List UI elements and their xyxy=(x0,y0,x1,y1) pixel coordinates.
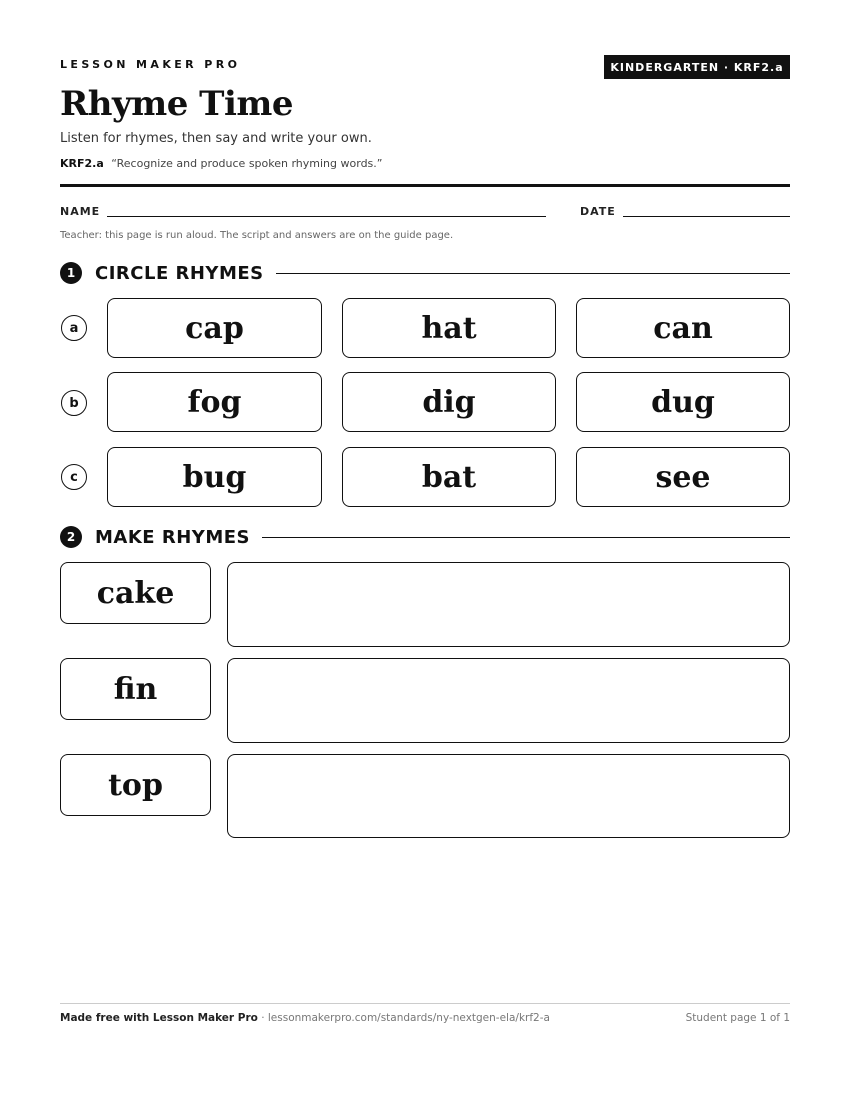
section-2-title: MAKE RHYMES xyxy=(95,526,250,548)
section-2-number: 2 xyxy=(60,526,82,548)
grade-standard-badge: KINDERGARTEN · KRF2.a xyxy=(604,55,790,79)
row-letter-c: c xyxy=(61,464,87,490)
rhyme-answer-box[interactable] xyxy=(227,562,790,647)
prompt-word-card: top xyxy=(60,754,211,816)
header-divider xyxy=(60,184,790,187)
footer-credit xyxy=(60,1012,550,1024)
section-2-rule xyxy=(262,537,790,538)
standard-code: KRF2.a xyxy=(60,157,104,170)
prompt-word-card: fin xyxy=(60,658,211,720)
section-2-header xyxy=(60,526,790,548)
page-subtitle: Listen for rhymes, then say and write your own. xyxy=(60,131,372,146)
word-card[interactable]: can xyxy=(576,298,790,358)
date-field[interactable] xyxy=(623,216,790,217)
teacher-note: Teacher: this page is run aloud. The script and answers are on the guide page. xyxy=(60,230,454,241)
row-letter-a: a xyxy=(61,315,87,341)
word-card[interactable]: see xyxy=(576,447,790,507)
footer-page-number: Student page 1 of 1 xyxy=(685,1012,790,1024)
standard-line xyxy=(60,157,382,170)
name-field[interactable] xyxy=(107,216,546,217)
section-1-title: CIRCLE RHYMES xyxy=(95,262,264,284)
word-card[interactable]: dig xyxy=(342,372,556,432)
footer-url: · lessonmakerpro.com/standards/ny-nextgen-ela/krf2-a xyxy=(257,1012,550,1024)
standard-text: “Recognize and produce spoken rhyming words.” xyxy=(111,157,383,170)
page-title: Rhyme Time xyxy=(60,84,293,124)
rhyme-answer-box[interactable] xyxy=(227,658,790,743)
word-card[interactable]: bat xyxy=(342,447,556,507)
word-card[interactable]: bug xyxy=(107,447,322,507)
prompt-word-card: cake xyxy=(60,562,211,624)
section-1-header xyxy=(60,262,790,284)
section-1-rule xyxy=(276,273,790,274)
row-letter-b: b xyxy=(61,390,87,416)
word-card[interactable]: fog xyxy=(107,372,322,432)
word-card[interactable]: cap xyxy=(107,298,322,358)
word-card[interactable]: hat xyxy=(342,298,556,358)
rhyme-answer-box[interactable] xyxy=(227,754,790,838)
word-card[interactable]: dug xyxy=(576,372,790,432)
footer-made-with: Made free with Lesson Maker Pro xyxy=(60,1012,258,1024)
footer-divider xyxy=(60,1003,790,1004)
date-label: DATE xyxy=(580,205,616,218)
name-label: NAME xyxy=(60,205,101,218)
brand-name: LESSON MAKER PRO xyxy=(60,58,241,71)
section-1-number: 1 xyxy=(60,262,82,284)
